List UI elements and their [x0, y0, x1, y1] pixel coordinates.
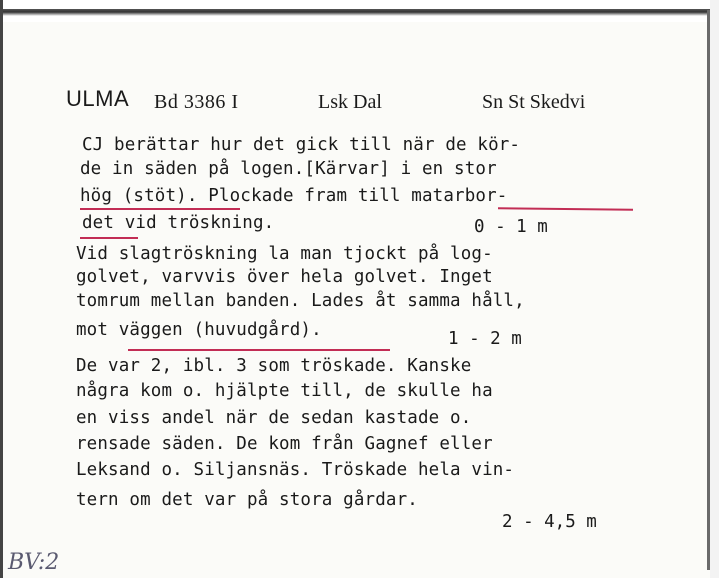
- text-line-14: tern om det var på stora gårdar.: [76, 490, 418, 510]
- card-left-edge: [0, 0, 3, 578]
- socken-label: Sn St Skedvi: [482, 91, 586, 113]
- measure-2-4-5: 2 - 4,5 m: [502, 512, 597, 532]
- handwritten-note: BV:2: [8, 550, 60, 575]
- landskap-label: Lsk Dal: [318, 91, 382, 113]
- text-line-9: De var 2, ibl. 3 som tröskade. Kanske: [76, 356, 472, 376]
- text-line-13: Leksand o. Siljansnäs. Tröskade hela vin-: [76, 460, 515, 480]
- text-line-10: några kom o. hjälpte till, de skulle ha: [76, 381, 493, 401]
- text-line-1: CJ berättar hur det gick till när de kör-: [82, 135, 521, 155]
- scan-margin: [710, 0, 719, 578]
- underline-matarbordet-b: [80, 237, 138, 239]
- archive-sign: ULMA: [66, 86, 130, 111]
- record-number: Bd 3386 I: [154, 91, 239, 113]
- underline-matarbordet-a: [498, 207, 633, 210]
- measure-1-2: 1 - 2 m: [448, 329, 522, 349]
- card-right-edge: [707, 10, 710, 570]
- text-line-3: hög (stöt). Plockade fram till matarbor-: [80, 186, 508, 206]
- text-line-8: mot väggen (huvudgård).: [76, 320, 322, 340]
- text-line-11: en viss andel när de sedan kastade o.: [76, 408, 472, 428]
- measure-0-1: 0 - 1 m: [474, 217, 548, 237]
- underline-hog-stot: [80, 208, 240, 210]
- text-line-12: rensade säden. De kom från Gagnef eller: [76, 434, 493, 454]
- card-top-edge: [0, 0, 719, 22]
- text-line-7: tomrum mellan banden. Lades åt samma håll,: [76, 291, 525, 311]
- text-line-4: det vid tröskning.: [82, 213, 275, 233]
- text-line-6: golvet, varvvis över hela golvet. Inget: [76, 267, 493, 287]
- text-line-2: de in säden på logen.[Kärvar] i en stor: [80, 159, 497, 179]
- underline-vaggen-huvudgard: [128, 349, 390, 351]
- text-line-5: Vid slagtröskning la man tjockt på log-: [76, 244, 493, 264]
